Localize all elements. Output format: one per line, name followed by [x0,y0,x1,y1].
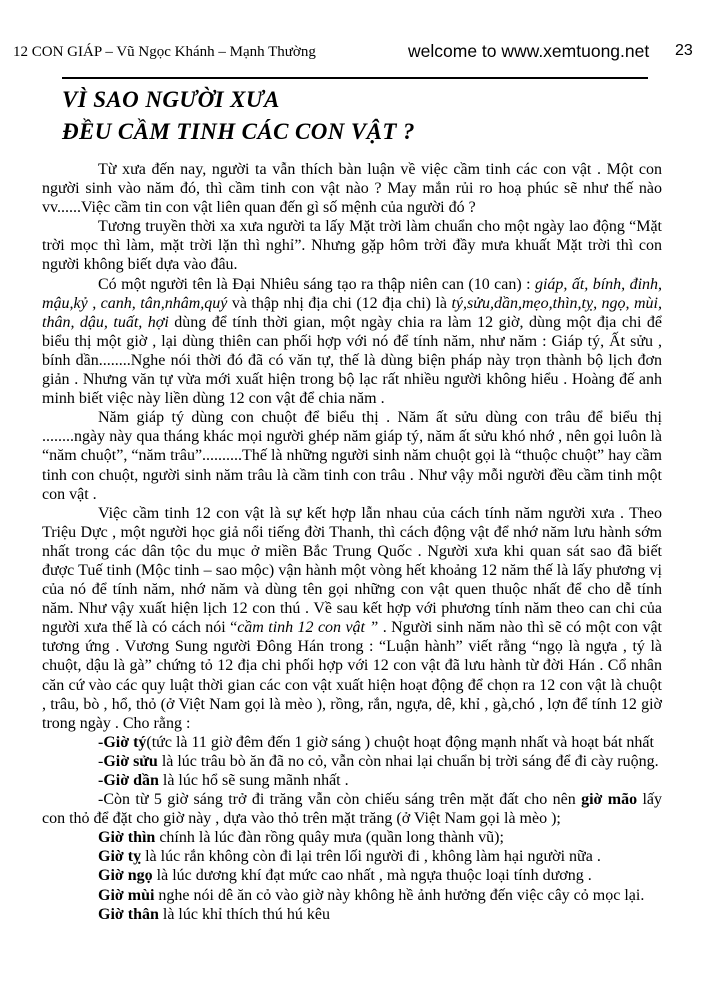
paragraph [42,408,662,503]
emphasized-text-run: tý,sửu,dần,mẹo,thìn,tỵ, ngọ, mùi, thân, dậu, tuất, hợi [42,294,663,331]
text-run: là lúc hổ sẽ sung mãnh nhất . [158,772,349,789]
paragraph [42,790,662,828]
emphasized-text-run: giáp, ất, bính, đinh, mậu,kỷ , canh, tân,nhâm,quý [42,275,663,312]
text-run: lấy con thỏ để đặt cho giờ này , dựa vào thỏ trên mặt trăng (ở Việt Nam gọi là mèo ); [42,791,663,828]
header-divider [62,77,648,79]
paragraph [42,752,662,771]
text-run: và thập nhị địa chi (12 địa chi) là [227,294,452,312]
zodiac-hour-label: Giờ mùi [98,886,155,904]
emphasized-text-run: cầm tinh 12 con vật ” [237,619,379,637]
zodiac-hour-label: -Giờ dần [98,772,159,789]
paragraph [42,847,662,866]
article-title [62,84,415,147]
text-run: là lúc khỉ thích thú hú kêu [158,905,330,923]
text-run: chính là lúc đàn rồng quây mưa (quần long thành vũ); [155,829,504,847]
website-header: welcome to www.xemtuong.net [408,41,650,61]
text-run: là lúc dương khí đạt mức cao nhất , mà ngựa thuộc loại tính dương . [152,867,592,885]
text-run: - [98,752,104,770]
text-run: nghe nói dê ăn cỏ vào giờ này không hề ảnh hưởng đến việc cây cỏ mọc lại. [154,886,645,904]
zodiac-hour-label: -Giờ tý [98,733,147,751]
paragraph [42,217,662,274]
paragraph [42,886,662,905]
paragraph [42,771,662,790]
zodiac-hour-label: Giờ tỵ [98,848,142,866]
paragraph [42,828,662,847]
book-title-header: 12 CON GIÁP – Vũ Ngọc Khánh – Mạnh Thường [13,44,316,60]
article-title-line1: VÌ SAO NGƯỜI XƯA [62,87,280,112]
paragraph [42,905,662,924]
text-run: . Người sinh năm nào thì sẽ có một con vật tương ứng . Vương Sung người Đông Hán trong : “Luận hành” viết rằng “ngọ là ngựa , tý là chuột, dậu là gà” chứng tỏ 12 địa chi phối hợp với 12 con vật đã lưu hành từ đời Hán . Cổ nhân căn cứ vào các quy luật thời gian các con vật xuất hiện hoạt động để chọn ra 12 con vật là chuột , trâu, bò , hổ, thỏ (ở Việt Nam gọi là mèo ), rồng, rắn, ngựa, dê, khỉ , gà,chó , lợn để tính 12 giờ trong ngày . Cho rằng : [42,619,663,732]
text-run: Việc cầm tinh 12 con vật là sự kết hợp lẫn nhau của cách tính năm người xưa . Theo Triệu Dực , một người học giả nổi tiếng đời Thanh, thì cách động vật để nhớ năm lưu hành sớm nhất trong các dân tộc du mục ở miền Bắc Trung Quốc . Người xưa khi quan sát sao đã biết được Tuế tinh (Mộc tinh – sao mộc) vận hành một vòng hết khoảng 12 năm thế là lấy phương vị của nó để tính năm, nhớ năm và dùng tên gọi những con vật quen thuộc nhất để cho dễ tính năm. Như vậy xuất hiện lịch 12 con thú . Về sau kết hợp với phương tính năm theo can chi của người xưa thế là có cách nói “ [42,504,662,637]
article-title-line2: ĐỀU CẦM TINH CÁC CON VẬT ? [62,118,415,144]
article-body [42,160,662,924]
zodiac-hour-label: Giờ ngọ [98,867,153,885]
text-run: là lúc rắn không còn đi lại trên lối người đi , không làm hại người nữa . [141,848,601,866]
zodiac-hour-label: Giờ sửu [103,752,158,770]
zodiac-hour-label: Giờ thân [98,905,159,923]
text-run: là lúc trâu bò ăn đã no cỏ, vẫn còn nhai lại chuẩn bị trời sáng để đi cày ruộng. [157,752,659,770]
paragraph [42,160,662,217]
text-run: (tức là 11 giờ đêm đến 1 giờ sáng ) chuột hoạt động mạnh nhất và hoạt bát nhất [146,733,654,751]
paragraph [42,733,662,752]
zodiac-hour-label: giờ mão [581,791,638,809]
text-run: Từ xưa đến nay, người ta vẫn thích bàn luận về việc cầm tinh các con vật . Một con người sinh vào năm đó, thì cầm tinh con vật nào ? May mắn rủi ro hoạ phúc sẽ như thế nào vv......Việc cầm tin con vật liên quan đến gì số mệnh của người đó ? [42,161,662,217]
text-run: Năm giáp tý dùng con chuột để biểu thị . Năm ất sửu dùng con trâu để biểu thị ........ngày này qua tháng khác mọi người ghép năm giáp tý, năm ất sửu khó nhớ , nên gọi luôn là “năm chuột”, “năm trâu”..........Thế là những người sinh năm chuột gọi là “thuộc chuột” hay cầm tinh con chuột, người sinh năm trâu là cầm tinh con trâu . Như vậy mỗi người đều cầm tinh một con vật . [42,409,662,503]
text-run: -Còn từ 5 giờ sáng trở đi trăng vẫn còn chiếu sáng trên mặt đất cho nên [98,791,582,809]
page-number: 23 [675,42,693,59]
paragraph [42,866,662,885]
text-run: dùng để tính thời gian, một ngày chia ra làm 12 giờ, dùng một địa chi để biểu thị một giờ , lại dùng thiên can phối hợp với nó để tính năm, như năm : Giáp tý, Ất sửu , bính dần........Nghe nói thời đó đã có văn tự, thế là dùng biện pháp này trọn thành bộ lịch đơn giản . Nhưng văn tự vừa mới xuất hiện trong bộ lạc rất nhiều người không hiểu . Hoàng đế anh minh biết việc này liền dùng 12 con vật để chia năm . [42,313,662,408]
paragraph [42,504,662,733]
text-run: Có một người tên là Đại Nhiêu sáng tạo ra thập niên can (10 can) : [98,275,535,293]
zodiac-hour-label: Giờ thìn [98,829,156,847]
paragraph [42,275,662,409]
text-run: Tương truyền thời xa xưa người ta lấy Mặt trời làm chuẩn cho một ngày lao động “Mặt trời mọc thì làm, mặt trời lặn thì nghỉ”. Nhưng gặp hôm trời đầy mưa khuất Mặt trời thì con người không biết dựa vào đâu. [42,218,662,274]
